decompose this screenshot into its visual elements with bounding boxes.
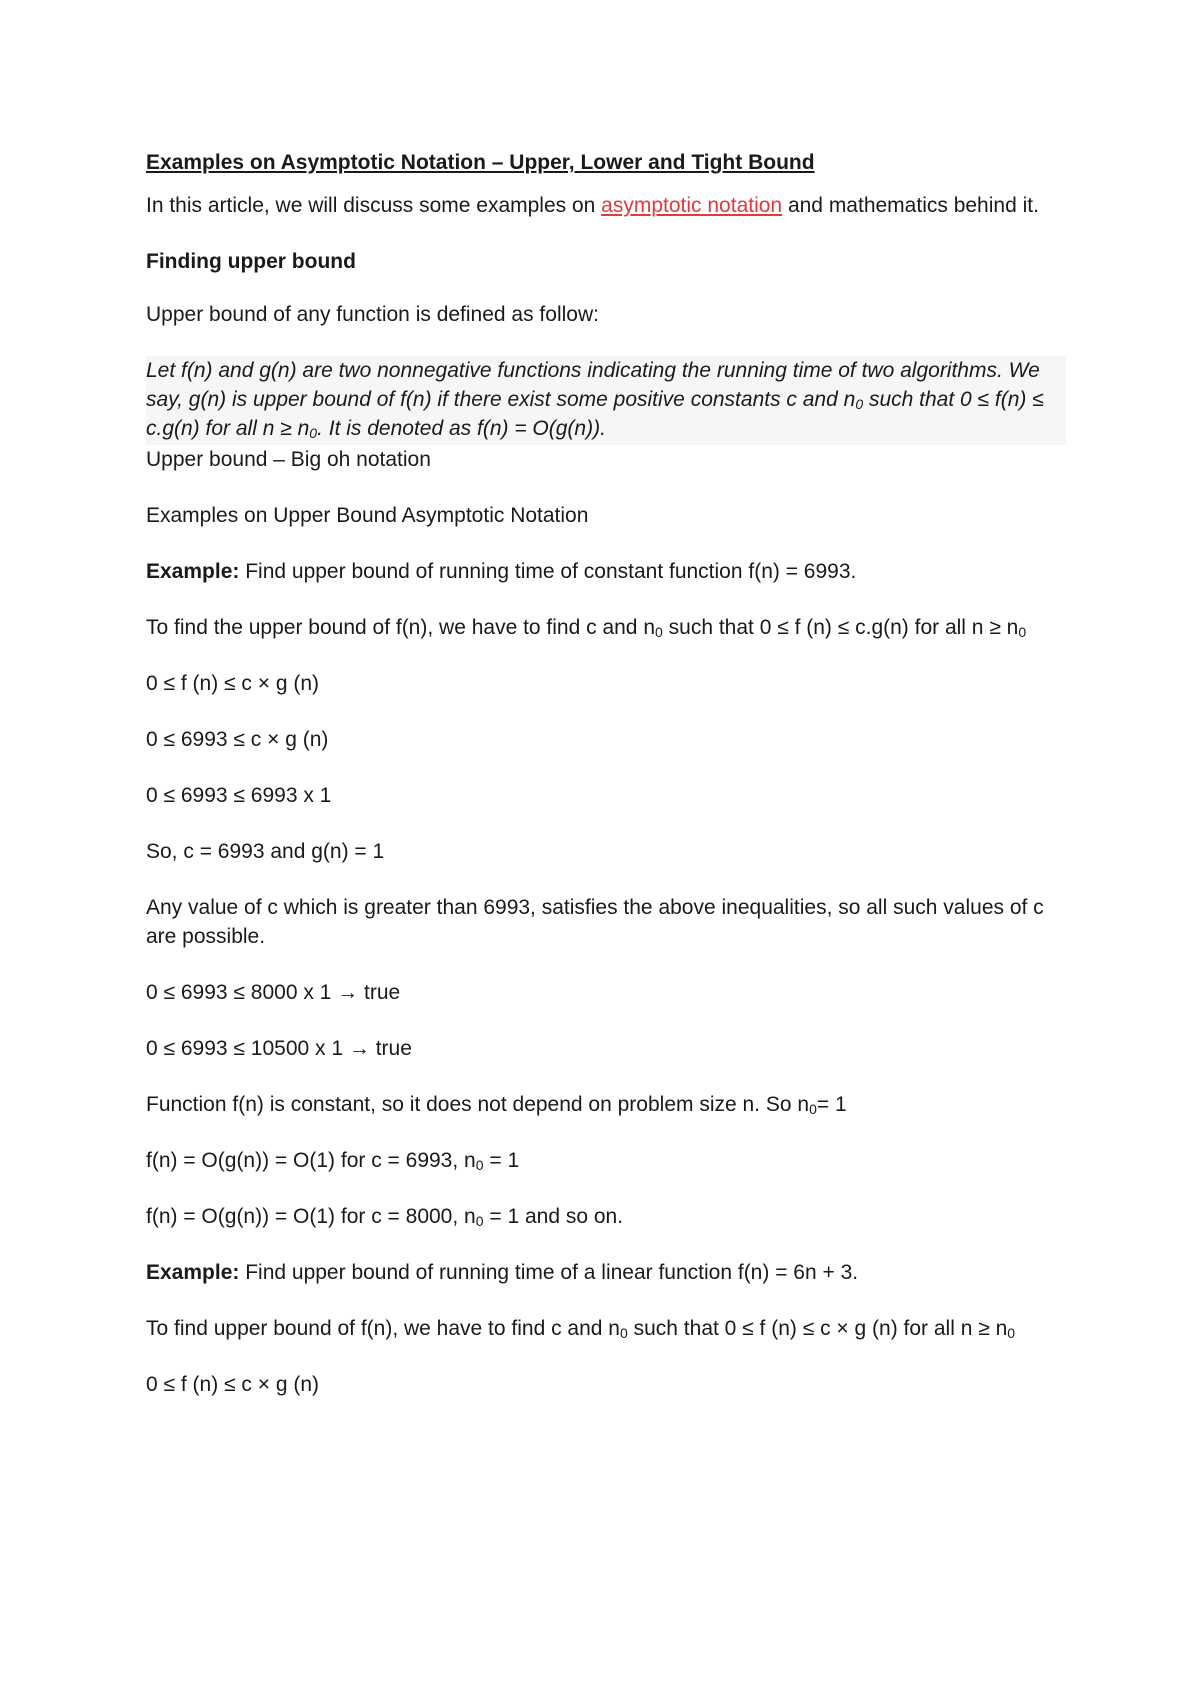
example1-constant-a: Function f(n) is constant, so it does not depend on problem size n. So n: [146, 1093, 810, 1116]
example2-find-sub2: 0: [1007, 1325, 1016, 1341]
example1-find-sub2: 0: [1018, 624, 1027, 640]
page-title: Examples on Asymptotic Notation – Upper, Lower and Tight Bound: [146, 151, 815, 174]
asymptotic-notation-link[interactable]: asymptotic notation: [601, 194, 783, 217]
intro-text-before: In this article, we will discuss some examples on: [146, 194, 602, 217]
example1-find-sub1: 0: [655, 624, 663, 640]
example1-find-a: To find the upper bound of f(n), we have to find c and n: [146, 616, 656, 639]
definition-lead: Upper bound of any function is defined as follow:: [146, 303, 599, 326]
example2-statement: [146, 1258, 1066, 1287]
example1-any-value: Any value of c which is greater than 6993, satisfies the above inequalities, so all such values of c are possible.: [146, 896, 1044, 948]
example1-result2: [146, 1202, 1066, 1231]
document-page: [146, 148, 1066, 1426]
example1-constant-sub: 0: [809, 1101, 817, 1117]
examples-heading: Examples on Upper Bound Asymptotic Notation: [146, 504, 589, 527]
figure-caption: Upper bound – Big oh notation: [146, 448, 431, 471]
example1-eq2: 0 ≤ 6993 ≤ c × g (n): [146, 728, 329, 751]
example1-text: Find upper bound of running time of constant function f(n) = 6993.: [239, 560, 857, 583]
example1-constant: [146, 1090, 1066, 1119]
example2-find-b: such that 0 ≤ f (n) ≤ c × g (n) for all n ≥ n: [627, 1317, 1008, 1340]
example1-res2-b: = 1 and so on.: [483, 1205, 624, 1228]
example1-result1: [146, 1146, 1066, 1175]
definition-part1: Let f(n) and g(n) are two nonnegative functions indicating the running time of two algorithms. We say, g(n) is upper bound of f(n) if there exist some positive constants c and n: [146, 359, 1040, 411]
example1-statement: [146, 557, 1066, 586]
definition-sub1: 0: [855, 396, 864, 412]
example1-constant-b: = 1: [816, 1093, 847, 1116]
example2-find-a: To find upper bound of f(n), we have to find c and n: [146, 1317, 620, 1340]
example1-find-b: such that 0 ≤ f (n) ≤ c.g(n) for all n ≥ n: [662, 616, 1019, 639]
example2-eq1: 0 ≤ f (n) ≤ c × g (n): [146, 1373, 320, 1396]
example1-res1-sub: 0: [475, 1157, 484, 1173]
example2-find: [146, 1314, 1066, 1343]
example2-text: Find upper bound of running time of a linear function f(n) = 6n + 3.: [239, 1261, 859, 1284]
definition-part3: . It is denoted as f(n) = Ο(g(n)).: [317, 417, 606, 440]
example1-res1-b: = 1: [483, 1149, 520, 1172]
example1-res2-a: f(n) = Ο(g(n)) = Ο(1) for c = 8000, n: [146, 1205, 476, 1228]
intro-text-after: and mathematics behind it.: [782, 194, 1039, 217]
example1-eq4: So, c = 6993 and g(n) = 1: [146, 840, 385, 863]
example1-eq3: 0 ≤ 6993 ≤ 6993 x 1: [146, 784, 332, 807]
example2-label: Example:: [146, 1261, 240, 1284]
example1-res1-a: f(n) = Ο(g(n)) = Ο(1) for c = 6993, n: [146, 1149, 476, 1172]
definition-block: [146, 356, 1066, 445]
intro-paragraph: [146, 191, 1066, 220]
example1-find: [146, 613, 1066, 642]
example1-label: Example:: [146, 560, 240, 583]
section-heading: Finding upper bound: [146, 250, 356, 273]
example1-res2-sub: 0: [475, 1213, 484, 1229]
example2-find-sub1: 0: [619, 1325, 628, 1341]
example1-eq6: 0 ≤ 6993 ≤ 10500 x 1 → true: [146, 1037, 412, 1060]
definition-part2: such that 0 ≤ f(n) ≤ c.g(n) for all n ≥ n: [146, 388, 1044, 440]
definition-sub2: 0: [309, 425, 318, 441]
example1-eq1: 0 ≤ f (n) ≤ c × g (n): [146, 672, 320, 695]
example1-eq5: 0 ≤ 6993 ≤ 8000 x 1 → true: [146, 981, 401, 1004]
